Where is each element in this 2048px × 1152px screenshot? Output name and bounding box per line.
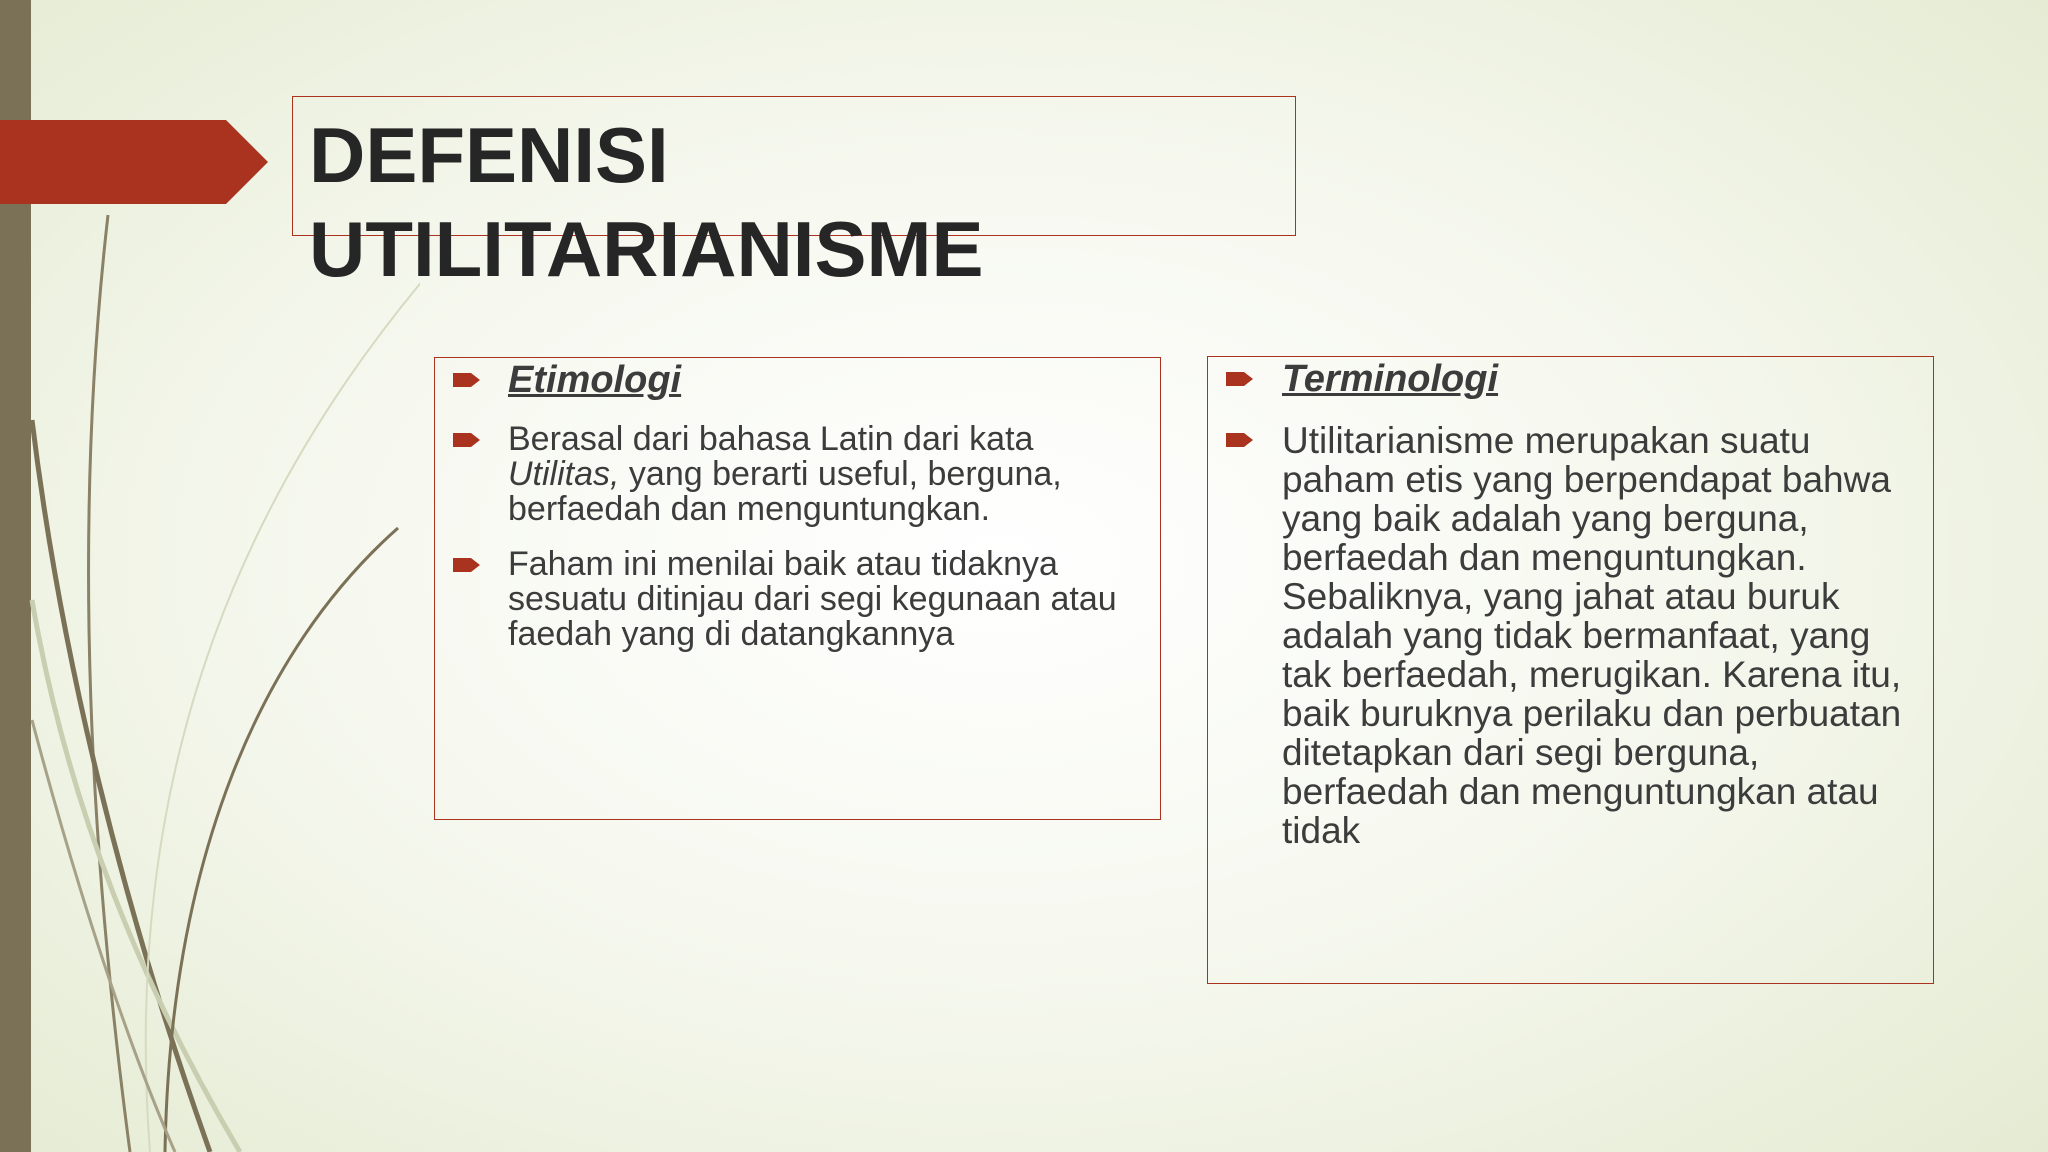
arrow-bullet-icon — [1226, 432, 1254, 448]
terminologi-item-1-text: Utilitarianisme merupakan suatu paham etis yang berpendapat bahwa yang baik adalah yang berguna, berfaedah dan menguntungkan. Sebaliknya, yang jahat atau buruk adalah yang tidak bermanfaat, yang tak berfaedah, merugikan. Karena itu, baik buruknya perilaku dan perbuatan ditetapkan dari segi berguna, berfaedah dan menguntungkan atau tidak — [1282, 420, 1902, 851]
etimologi-item-2-text: Faham ini menilai baik atau tidaknya sesuatu ditinjau dari segi kegunaan atau faedah yang di datangkannya — [508, 545, 1117, 653]
arrow-bullet-icon — [453, 432, 481, 448]
title-line-2: UTILITARIANISME — [309, 205, 984, 293]
arrow-bullet-icon — [453, 372, 481, 388]
title-arrow-icon — [0, 118, 270, 206]
arrow-bullet-icon — [1226, 371, 1254, 387]
etimologi-item-1-italic: Utilitas, — [508, 455, 620, 493]
etimologi-item-1-suffix: yang berarti useful, berguna, berfaedah dan menguntungkan. — [508, 455, 1062, 528]
etimologi-item-1-prefix: Berasal dari bahasa Latin dari kata — [508, 420, 1034, 458]
terminologi-heading: Terminologi — [1282, 358, 1499, 400]
etimologi-item-1-text — [508, 422, 1148, 527]
etimologi-heading: Etimologi — [508, 359, 682, 401]
arrow-bullet-icon — [453, 557, 481, 573]
title-line-1: DEFENISI — [309, 111, 669, 199]
slide-title — [309, 108, 984, 296]
